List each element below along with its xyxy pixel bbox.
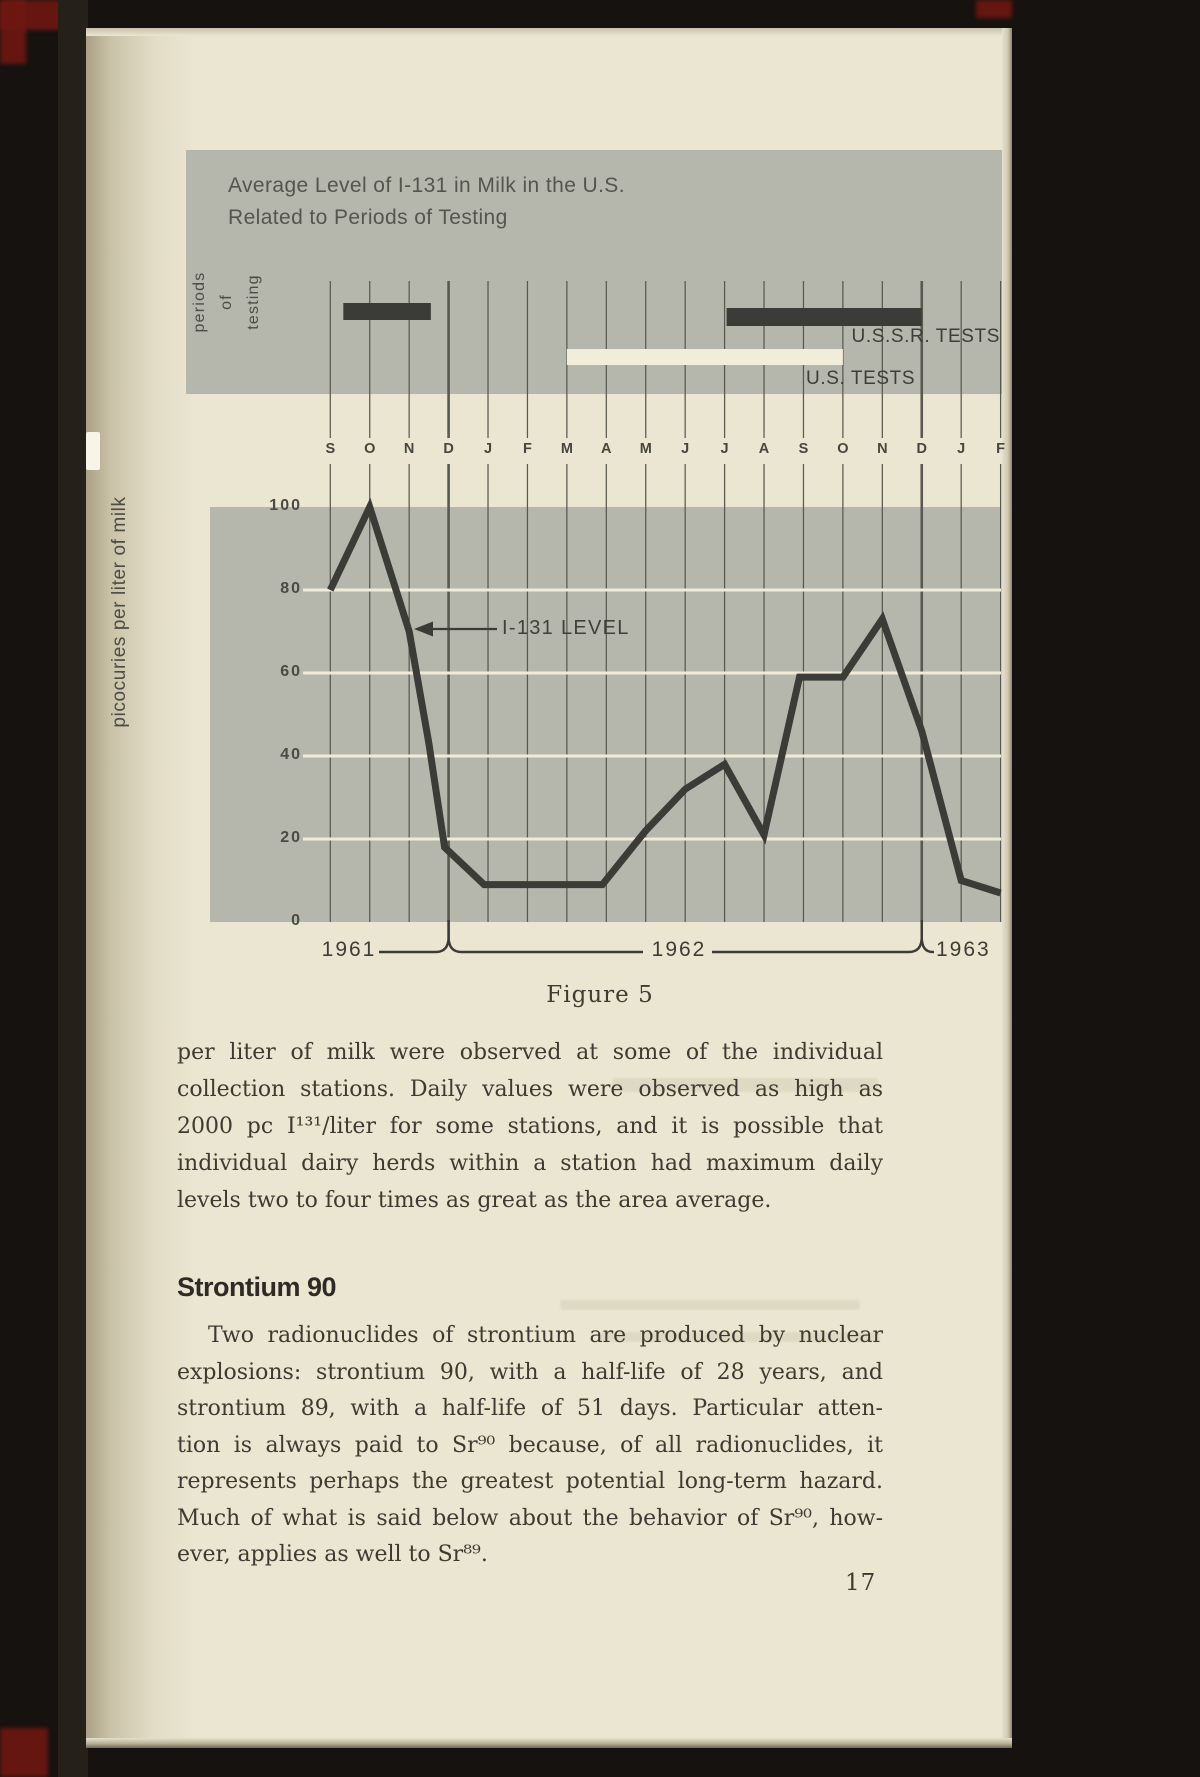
paragraph-1 [177, 1034, 883, 1219]
y-tick-label: 0 [291, 912, 302, 929]
chart-title-line-1: Average Level of I-131 in Milk in the U.S. [228, 174, 625, 197]
text-line: ever, applies as well to Sr⁸⁹. [177, 1542, 488, 1567]
section-heading: Strontium 90 [177, 1272, 337, 1302]
month-label: J [720, 441, 729, 457]
text-line: Much of what is said below about the behavior of Sr⁹⁰, how- [177, 1505, 883, 1531]
ussr-tests-label: U.S.S.R. TESTS [851, 326, 1000, 347]
month-label: D [443, 441, 454, 457]
month-label: S [325, 441, 336, 457]
month-label: O [837, 441, 849, 457]
month-label: M [560, 441, 573, 457]
y-tick-label: 60 [280, 663, 302, 680]
month-label: N [877, 441, 888, 457]
text-line: explosions: strontium 90, with a half-life of 28 years, and [177, 1359, 883, 1385]
month-label: F [523, 441, 532, 457]
figure-caption: Figure 5 [546, 982, 654, 1008]
month-label: O [364, 441, 376, 457]
month-label: A [758, 441, 770, 457]
year-label-1963: 1963 [936, 938, 991, 961]
text-line: Two radionuclides of strontium are produced by nuclear [208, 1323, 883, 1348]
text-line: collection stations. Daily values were observed as high as [177, 1077, 883, 1102]
month-label: N [403, 441, 415, 457]
text-line: strontium 89, with a half-life of 51 days. Particular atten- [177, 1396, 883, 1421]
month-label: J [681, 441, 690, 457]
text-line: tion is always paid to Sr⁹⁰ because, of all radionuclides, it [177, 1432, 883, 1458]
month-label: J [957, 441, 966, 457]
month-label: F [996, 441, 1006, 457]
month-label: A [601, 441, 612, 457]
periods-word: periods [191, 271, 208, 333]
text-line: represents perhaps the greatest potential long-term hazard. [177, 1469, 883, 1494]
chart-title [228, 170, 748, 234]
i131-level-annotation: I-131 LEVEL [502, 617, 630, 639]
chart-title-line-2: Related to Periods of Testing [228, 206, 508, 229]
us-tests-label: U.S. TESTS [806, 368, 916, 389]
month-label: M [639, 441, 652, 457]
text-line: individual dairy herds within a station had maximum daily [177, 1151, 883, 1176]
text-line: per liter of milk were observed at some of the individual [177, 1040, 883, 1065]
year-label-1961: 1961 [321, 938, 377, 961]
text-line: levels two to four times as great as the area average. [177, 1188, 772, 1213]
of-word: of [218, 294, 235, 310]
y-tick-label: 80 [280, 580, 302, 597]
y-tick-label: 20 [280, 829, 302, 846]
y-tick-label: 100 [269, 497, 302, 514]
paragraph-2 [177, 1318, 883, 1574]
month-label: D [916, 441, 927, 457]
text-line: 2000 pc I¹³¹/liter for some stations, and it is possible that [177, 1114, 883, 1139]
month-label: J [483, 441, 493, 457]
y-axis-label: picocuries per liter of milk [109, 496, 130, 728]
periods-of-testing-label [186, 242, 270, 362]
y-tick-label: 40 [280, 746, 302, 763]
year-label-1962: 1962 [651, 938, 707, 961]
month-label: S [798, 441, 809, 457]
ink-showthrough [560, 1300, 860, 1310]
page-number: 17 [845, 1570, 877, 1596]
testing-word: testing [245, 274, 262, 330]
